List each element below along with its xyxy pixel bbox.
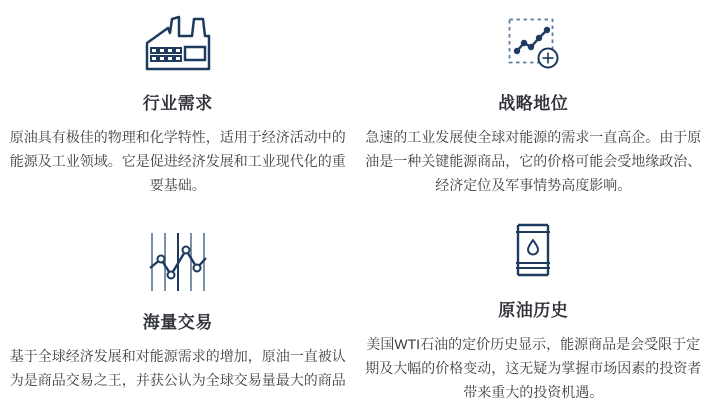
card-title: 行业需求	[142, 93, 213, 113]
trading-volume-icon	[149, 230, 207, 294]
feature-card-strategic-position	[356, 0, 711, 207]
feature-card-massive-trading	[0, 207, 356, 414]
card-description: 急速的工业发展使全球对能源的需求一直高企。由于原油是一种关键能源商品，它的价格可能会受地缘政治、经济定位及军事情势高度影响。	[365, 128, 702, 193]
feature-card-industry-demand	[0, 0, 356, 207]
card-title: 海量交易	[142, 312, 213, 332]
card-description: 原油具有极佳的物理和化学特性，适用于经济活动中的能源及工业领域。它是促进经济发展和工业现代化的重要基础。	[9, 128, 346, 193]
feature-card-crude-history	[356, 207, 711, 414]
factory-icon	[143, 11, 213, 75]
card-title: 原油历史	[498, 300, 569, 320]
card-description: 美国WTI石油的定价历史显示，能源商品是会受限于定期及大幅的价格变动，这无疑为掌握市场因素的投资者带来重大的投资机遇。	[365, 335, 702, 400]
chart-magnifier-icon	[505, 11, 561, 75]
card-title: 战略地位	[498, 93, 569, 113]
card-description: 基于全球经济发展和对能源需求的增加，原油一直被认为是商品交易之王，并获公认为全球交易量最大的商品	[9, 347, 346, 388]
oil-barrel-icon	[513, 218, 553, 282]
